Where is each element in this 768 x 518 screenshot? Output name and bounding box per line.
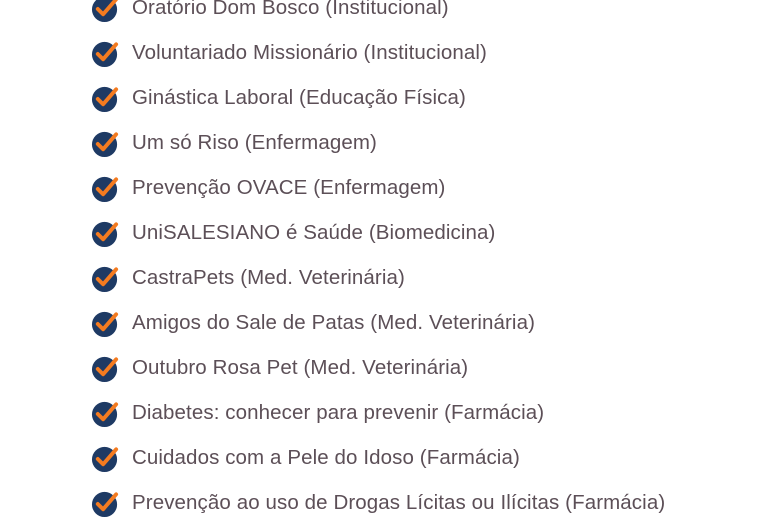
list-item-label: Amigos do Sale de Patas (Med. Veterinária) — [132, 311, 536, 334]
check-circle-icon — [91, 39, 120, 68]
list-item — [91, 308, 535, 338]
check-circle-icon — [91, 129, 120, 158]
check-circle-icon — [91, 354, 120, 383]
list-item — [91, 173, 445, 203]
list-item — [91, 83, 466, 113]
list-item-label: Voluntariado Missionário (Institucional) — [132, 41, 487, 64]
check-circle-icon — [91, 444, 120, 473]
list-item-label: Prevenção OVACE (Enfermagem) — [132, 176, 446, 199]
list-item — [91, 398, 544, 428]
list-item-label: Um só Riso (Enfermagem) — [132, 131, 377, 154]
list-item-label: Oratório Dom Bosco (Institucional) — [132, 0, 449, 19]
list-item-label: Diabetes: conhecer para prevenir (Farmácia) — [132, 401, 545, 424]
list-item — [91, 488, 665, 518]
list-item — [91, 218, 495, 248]
list-item-label: UniSALESIANO é Saúde (Biomedicina) — [132, 221, 496, 244]
check-circle-icon — [91, 219, 120, 248]
list-item-label: Ginástica Laboral (Educação Física) — [132, 86, 466, 109]
list-item-label: Cuidados com a Pele do Idoso (Farmácia) — [132, 446, 520, 469]
check-circle-icon — [91, 84, 120, 113]
list-item — [91, 443, 520, 473]
check-circle-icon — [91, 0, 120, 23]
list-item — [91, 0, 449, 23]
check-circle-icon — [91, 399, 120, 428]
list-item — [91, 263, 405, 293]
list-item-label: Prevenção ao uso de Drogas Lícitas ou Ilícitas (Farmácia) — [132, 491, 666, 514]
list-item-label: CastraPets (Med. Veterinária) — [132, 266, 405, 289]
check-circle-icon — [91, 264, 120, 293]
list-item — [91, 128, 377, 158]
check-circle-icon — [91, 309, 120, 338]
check-circle-icon — [91, 174, 120, 203]
check-circle-icon — [91, 489, 120, 518]
list-item — [91, 353, 468, 383]
list-item — [91, 38, 487, 68]
list-item-label: Outubro Rosa Pet (Med. Veterinária) — [132, 356, 469, 379]
